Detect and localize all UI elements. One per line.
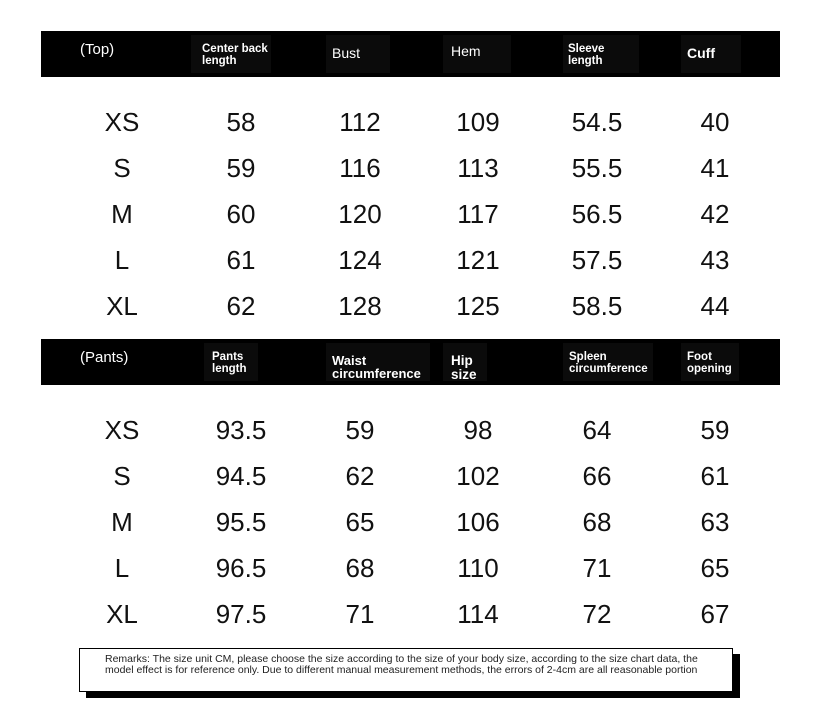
size-cell: M	[111, 199, 133, 229]
value-cell: 59	[700, 415, 730, 445]
value-cell: 98	[463, 415, 493, 445]
table-row	[41, 191, 780, 237]
header-center-back-length: Center back length	[202, 43, 268, 67]
value-cell: 117	[457, 199, 499, 229]
value-cell: 43	[700, 245, 730, 275]
size-cell: L	[114, 553, 130, 583]
value-cell: 121	[456, 245, 500, 275]
value-cell: 68	[345, 553, 375, 583]
value-cell: 41	[700, 153, 730, 183]
value-cell: 56.5	[571, 199, 623, 229]
value-cell: 58.5	[571, 291, 623, 321]
top-section-label: (Top)	[80, 41, 115, 58]
value-cell: 71	[582, 553, 612, 583]
table-row	[41, 499, 780, 545]
value-cell: 102	[456, 461, 500, 491]
value-cell: 62	[345, 461, 375, 491]
table-row	[41, 591, 780, 637]
value-cell: 64	[582, 415, 612, 445]
value-cell: 58	[226, 107, 256, 137]
value-cell: 71	[345, 599, 375, 629]
header-bust: Bust	[332, 45, 361, 61]
value-cell: 65	[700, 553, 730, 583]
value-cell: 124	[338, 245, 382, 275]
pants-section-label: (Pants)	[80, 349, 129, 366]
remarks-box: Remarks: The size unit CM, please choose the size according to the size of your body size, according to the size chart data, the model effect is for reference only. Due to different manual measurement methods, the errors of 2-4cm are all reasonable portion	[79, 648, 733, 692]
value-cell: 59	[345, 415, 375, 445]
value-cell: 62	[226, 291, 256, 321]
value-cell: 95.5	[215, 507, 267, 537]
value-cell: 61	[226, 245, 256, 275]
top-header-bar	[41, 31, 780, 77]
size-cell: XL	[106, 291, 138, 321]
size-cell: XL	[106, 599, 138, 629]
table-row	[41, 545, 780, 591]
value-cell: 67	[700, 599, 730, 629]
value-cell: 112	[339, 107, 381, 137]
header-spleen-circumference: Spleen circumference	[569, 351, 648, 375]
header-waist-circumference: Waist circumference	[332, 353, 421, 381]
header-foot-opening: Foot opening	[687, 351, 732, 375]
value-cell: 61	[700, 461, 730, 491]
table-row	[41, 453, 780, 499]
size-cell: L	[114, 245, 130, 275]
value-cell: 44	[700, 291, 730, 321]
value-cell: 63	[700, 507, 730, 537]
size-cell: S	[113, 461, 131, 491]
header-hem: Hem	[451, 43, 481, 59]
value-cell: 125	[456, 291, 500, 321]
value-cell: 59	[226, 153, 256, 183]
value-cell: 114	[457, 599, 499, 629]
value-cell: 106	[456, 507, 500, 537]
value-cell: 60	[226, 199, 256, 229]
value-cell: 65	[345, 507, 375, 537]
header-pants-length: Pants length	[212, 351, 247, 375]
value-cell: 40	[700, 107, 730, 137]
size-cell: XS	[104, 415, 140, 445]
table-row	[41, 407, 780, 453]
value-cell: 113	[457, 153, 499, 183]
value-cell: 116	[339, 153, 381, 183]
table-row	[41, 99, 780, 145]
table-row	[41, 145, 780, 191]
value-cell: 42	[700, 199, 730, 229]
size-cell: XS	[104, 107, 140, 137]
header-hip-size: Hip size	[451, 353, 477, 382]
value-cell: 72	[582, 599, 612, 629]
value-cell: 66	[582, 461, 612, 491]
value-cell: 68	[582, 507, 612, 537]
size-cell: S	[113, 153, 131, 183]
value-cell: 57.5	[571, 245, 623, 275]
value-cell: 93.5	[215, 415, 267, 445]
value-cell: 55.5	[571, 153, 623, 183]
pants-header-bar	[41, 339, 780, 385]
value-cell: 120	[338, 199, 382, 229]
table-row	[41, 283, 780, 329]
value-cell: 94.5	[215, 461, 267, 491]
value-cell: 109	[456, 107, 500, 137]
header-cuff: Cuff	[687, 45, 715, 61]
header-sleeve-length: Sleeve length	[568, 43, 605, 67]
value-cell: 97.5	[215, 599, 267, 629]
value-cell: 54.5	[571, 107, 623, 137]
value-cell: 96.5	[215, 553, 267, 583]
value-cell: 128	[338, 291, 382, 321]
table-row	[41, 237, 780, 283]
size-cell: M	[111, 507, 133, 537]
value-cell: 110	[457, 553, 499, 583]
